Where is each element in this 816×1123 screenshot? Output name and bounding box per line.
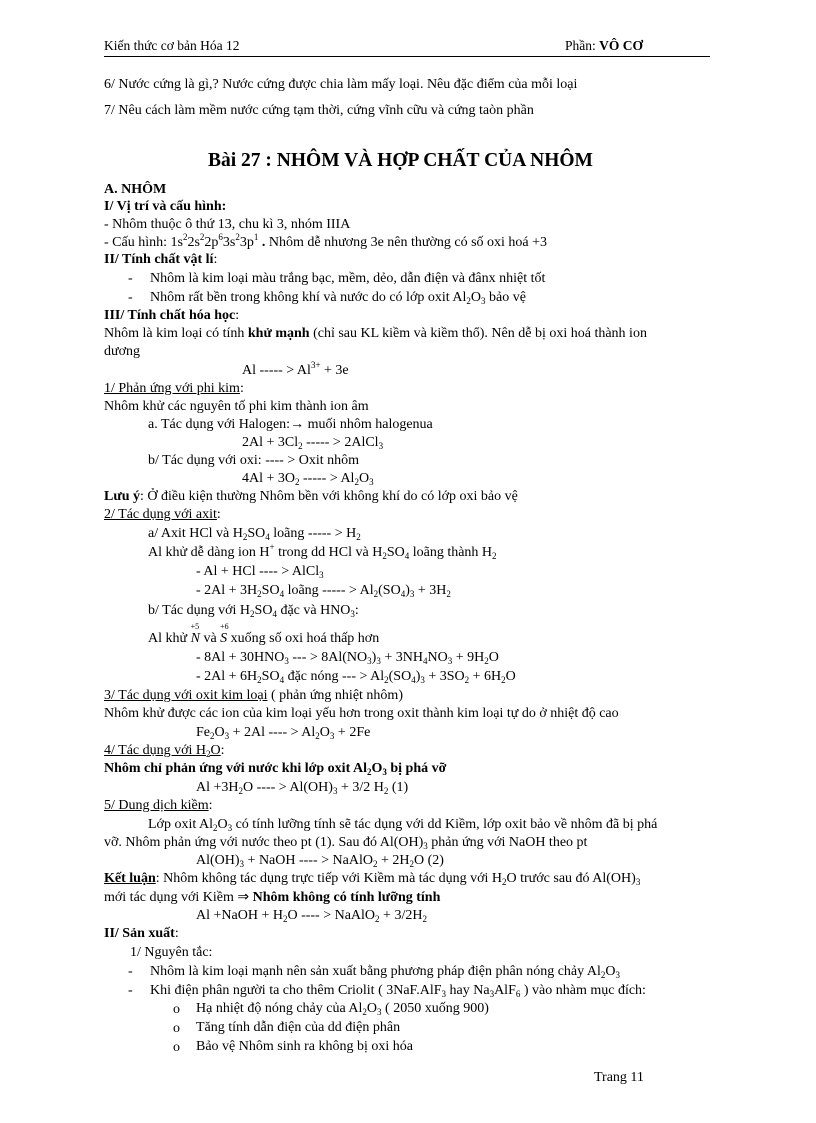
page-header <box>104 38 710 57</box>
water-heading: 4/ Tác dụng với $H_2O$: <box>104 743 225 759</box>
page-number: Trang 11 <box>594 1070 644 1085</box>
physical-bullet-2: - <box>128 290 133 305</box>
question-7: 7/ Nêu cách làm mềm nước cứng tạm thời, cứng vĩnh cữu và cứng taòn phần <box>104 103 534 118</box>
oxygen-equation: $4Al + 3O_2$ ----- > $Al_2O_3$ <box>242 471 374 487</box>
alkali-heading: 5/ Dung dịch kiềm: <box>104 798 213 813</box>
position-heading: I/ Vị trí và cấu hình: <box>104 199 227 214</box>
purpose-3: Bảo vệ Nhôm sinh ra không bị oxi hóa <box>196 1039 413 1054</box>
acid-equation-1: - Al + HCl ---- > AlCl$_3$ <box>196 564 324 580</box>
alkali-equation: $Al(OH)_3$ + NaOH ---- > NaAlO$_2$ + $2H_2O$ (2) <box>196 853 444 869</box>
section-a-heading: A. NHÔM <box>104 182 167 197</box>
chemical-intro: Nhôm là kim loại có tính khử mạnh (chỉ sau KL kiềm và kiềm thổ). Nên dễ bị oxi hoá thành ion <box>104 326 647 341</box>
acid-a-line: a/ Axit HCl và $H_2SO_4$ loãng ----- > $H_2$ <box>148 526 361 542</box>
physical-bullet-1-text: Nhôm là kim loại màu trắng bạc, mềm, dẻo, dẫn điện và đânx nhiệt tốt <box>150 271 546 286</box>
production-bullet-1-text: Nhôm là kim loại mạnh nên sản xuất bằng phương pháp điện phân nóng chảy $Al_2O_3$ <box>150 964 620 980</box>
oxide-equation: $Fe_2O_3 + 2Al$ ---- > $Al_2O_3 + 2Fe$ <box>196 725 371 741</box>
header-left: Kiến thức cơ bản Hóa 12 <box>104 38 240 53</box>
nonmetal-line: Nhôm khử các nguyên tố phi kim thành ion âm <box>104 399 369 414</box>
oxide-line: Nhôm khử được các ion của kim loại yếu hơn trong oxit thành kim loại tự do ở nhiệt độ cao <box>104 706 619 721</box>
conclusion-line-2: mới tác dụng với Kiềm ⇒ Nhôm không có tính lưỡng tính <box>104 890 441 905</box>
config-line: - Cấu hình: $1s^22s^22p^63s^23p^1$ . Nhôm dễ nhương 3e nên thường có số oxi hoá +3 <box>104 232 548 250</box>
oxygen-line: b/ Tác dụng với oxi: ---- > Oxit nhôm <box>148 453 360 468</box>
chemical-intro-cont: dương <box>104 344 140 359</box>
position-line: - Nhôm thuộc ô thứ 13, chu kì 3, nhóm IIIA <box>104 217 351 232</box>
water-equation: $Al +3H_2O$ ---- > $Al(OH)_3 + 3/2$ $H_2$ (1) <box>196 780 409 796</box>
alkali-paragraph-2: vỡ. Nhôm phản ứng với nước theo pt (1). Sau đó $Al(OH)_3$ phản ứng với NaOH theo pt <box>104 835 588 851</box>
alkali-paragraph-1: Lớp oxit $Al_2O_3$ có tính lưỡng tính sẽ tác dụng với dd Kiềm, lớp oxit bảo về nhôm đã bị phá <box>148 817 658 833</box>
acid-equation-2: - $2Al + 3H_2SO_4$ loãng ----- > $Al_2(SO_4)_3 + 3H_2$ <box>196 583 451 599</box>
physical-bullet-2-text: Nhôm rất bền trong không khí và nước do có lớp oxit $Al_2O_3$ bảo vệ <box>150 290 526 306</box>
nonmetal-heading: 1/ Phản ứng với phi kim: <box>104 381 244 396</box>
ion-equation: Al ----- > $Al^{3+} + 3e$ <box>242 360 349 378</box>
conclusion-line-1: Kết luận: Nhôm không tác dụng trực tiếp với Kiềm mà tác dụng với $H_2O$ trước sau đó $Al(OH)_3$ <box>104 871 641 887</box>
production-bullet-2: - <box>128 983 133 998</box>
chemical-heading: III/ Tính chất hóa học: <box>104 308 240 323</box>
acid-equation-4: - $2Al + 6H_2SO_4$ đặc nóng --- > $Al_2(SO_4)_3 + 3SO_2 + 6H_2O$ <box>196 669 516 685</box>
acid-khu-line: Al khử +5 N và +6 S xuống số oxi hoá thấp hơn <box>148 622 380 646</box>
purpose-marker-1: o <box>173 1002 180 1017</box>
oxide-heading: 3/ Tác dụng với oxit kim loại ( phản ứng nhiệt nhôm) <box>104 688 403 703</box>
production-bullet-1: - <box>128 964 133 979</box>
halogen-equation: $2Al + 3Cl_2$ ----- > 2AlCl$_3$ <box>242 435 384 451</box>
purpose-marker-3: o <box>173 1040 180 1055</box>
purpose-2: Tăng tính dẫn điện của dd điện phân <box>196 1020 401 1035</box>
purpose-1: Hạ nhiệt độ nóng chảy của $Al_2O_3$ ( 2050 xuống 900) <box>196 1001 489 1017</box>
halogen-line: a. Tác dụng với Halogen:→ muối nhôm halogenua <box>148 417 433 432</box>
water-bold-line: Nhôm chỉ phản ứng với nước khi lớp oxit $Al_2O_3$ bị phá vỡ <box>104 761 447 777</box>
production-heading: II/ Sản xuất: <box>104 926 179 941</box>
physical-heading: II/ Tính chất vật lí: <box>104 252 218 267</box>
production-sub: 1/ Nguyên tắc: <box>130 945 213 960</box>
conclusion-equation: Al +NaOH + $H_2O$ ---- > NaAlO$_2$ + $3/2H_2$ <box>196 908 427 924</box>
acid-b-line: b/ Tác dụng với $H_2SO_4$ đặc và $HNO_3$: <box>148 603 359 619</box>
acid-equation-3: - $8Al + 30HNO_3$ --- > $8Al(NO_3)_3 + 3NH_4NO_3 + 9H_2O$ <box>196 650 499 666</box>
physical-bullet-1: - <box>128 271 133 286</box>
lesson-title: Bài 27 : NHÔM VÀ HỢP CHẤT CỦA NHÔM <box>208 150 593 171</box>
question-6: 6/ Nước cứng là gì,? Nước cứng được chia làm mấy loại. Nêu đặc điểm của mỗi loại <box>104 77 578 92</box>
header-right: Phần: VÔ CƠ <box>565 38 644 53</box>
acid-reduce-line: Al khử dễ dàng ion H+ trong dd HCl và $H_2SO_4$ loãng thành $H_2$ <box>148 542 497 561</box>
acid-heading: 2/ Tác dụng với axit: <box>104 507 221 522</box>
production-bullet-2-text: Khi điện phân người ta cho thêm Criolit ( 3NaF.AlF$_3$ hay $Na_3AlF_6$ ) vào nhàm mục đích: <box>150 983 646 999</box>
purpose-marker-2: o <box>173 1021 180 1036</box>
note-line: Lưu ý: Ở điều kiện thường Nhôm bền với không khí do có lớp oxi bảo vệ <box>104 489 518 504</box>
